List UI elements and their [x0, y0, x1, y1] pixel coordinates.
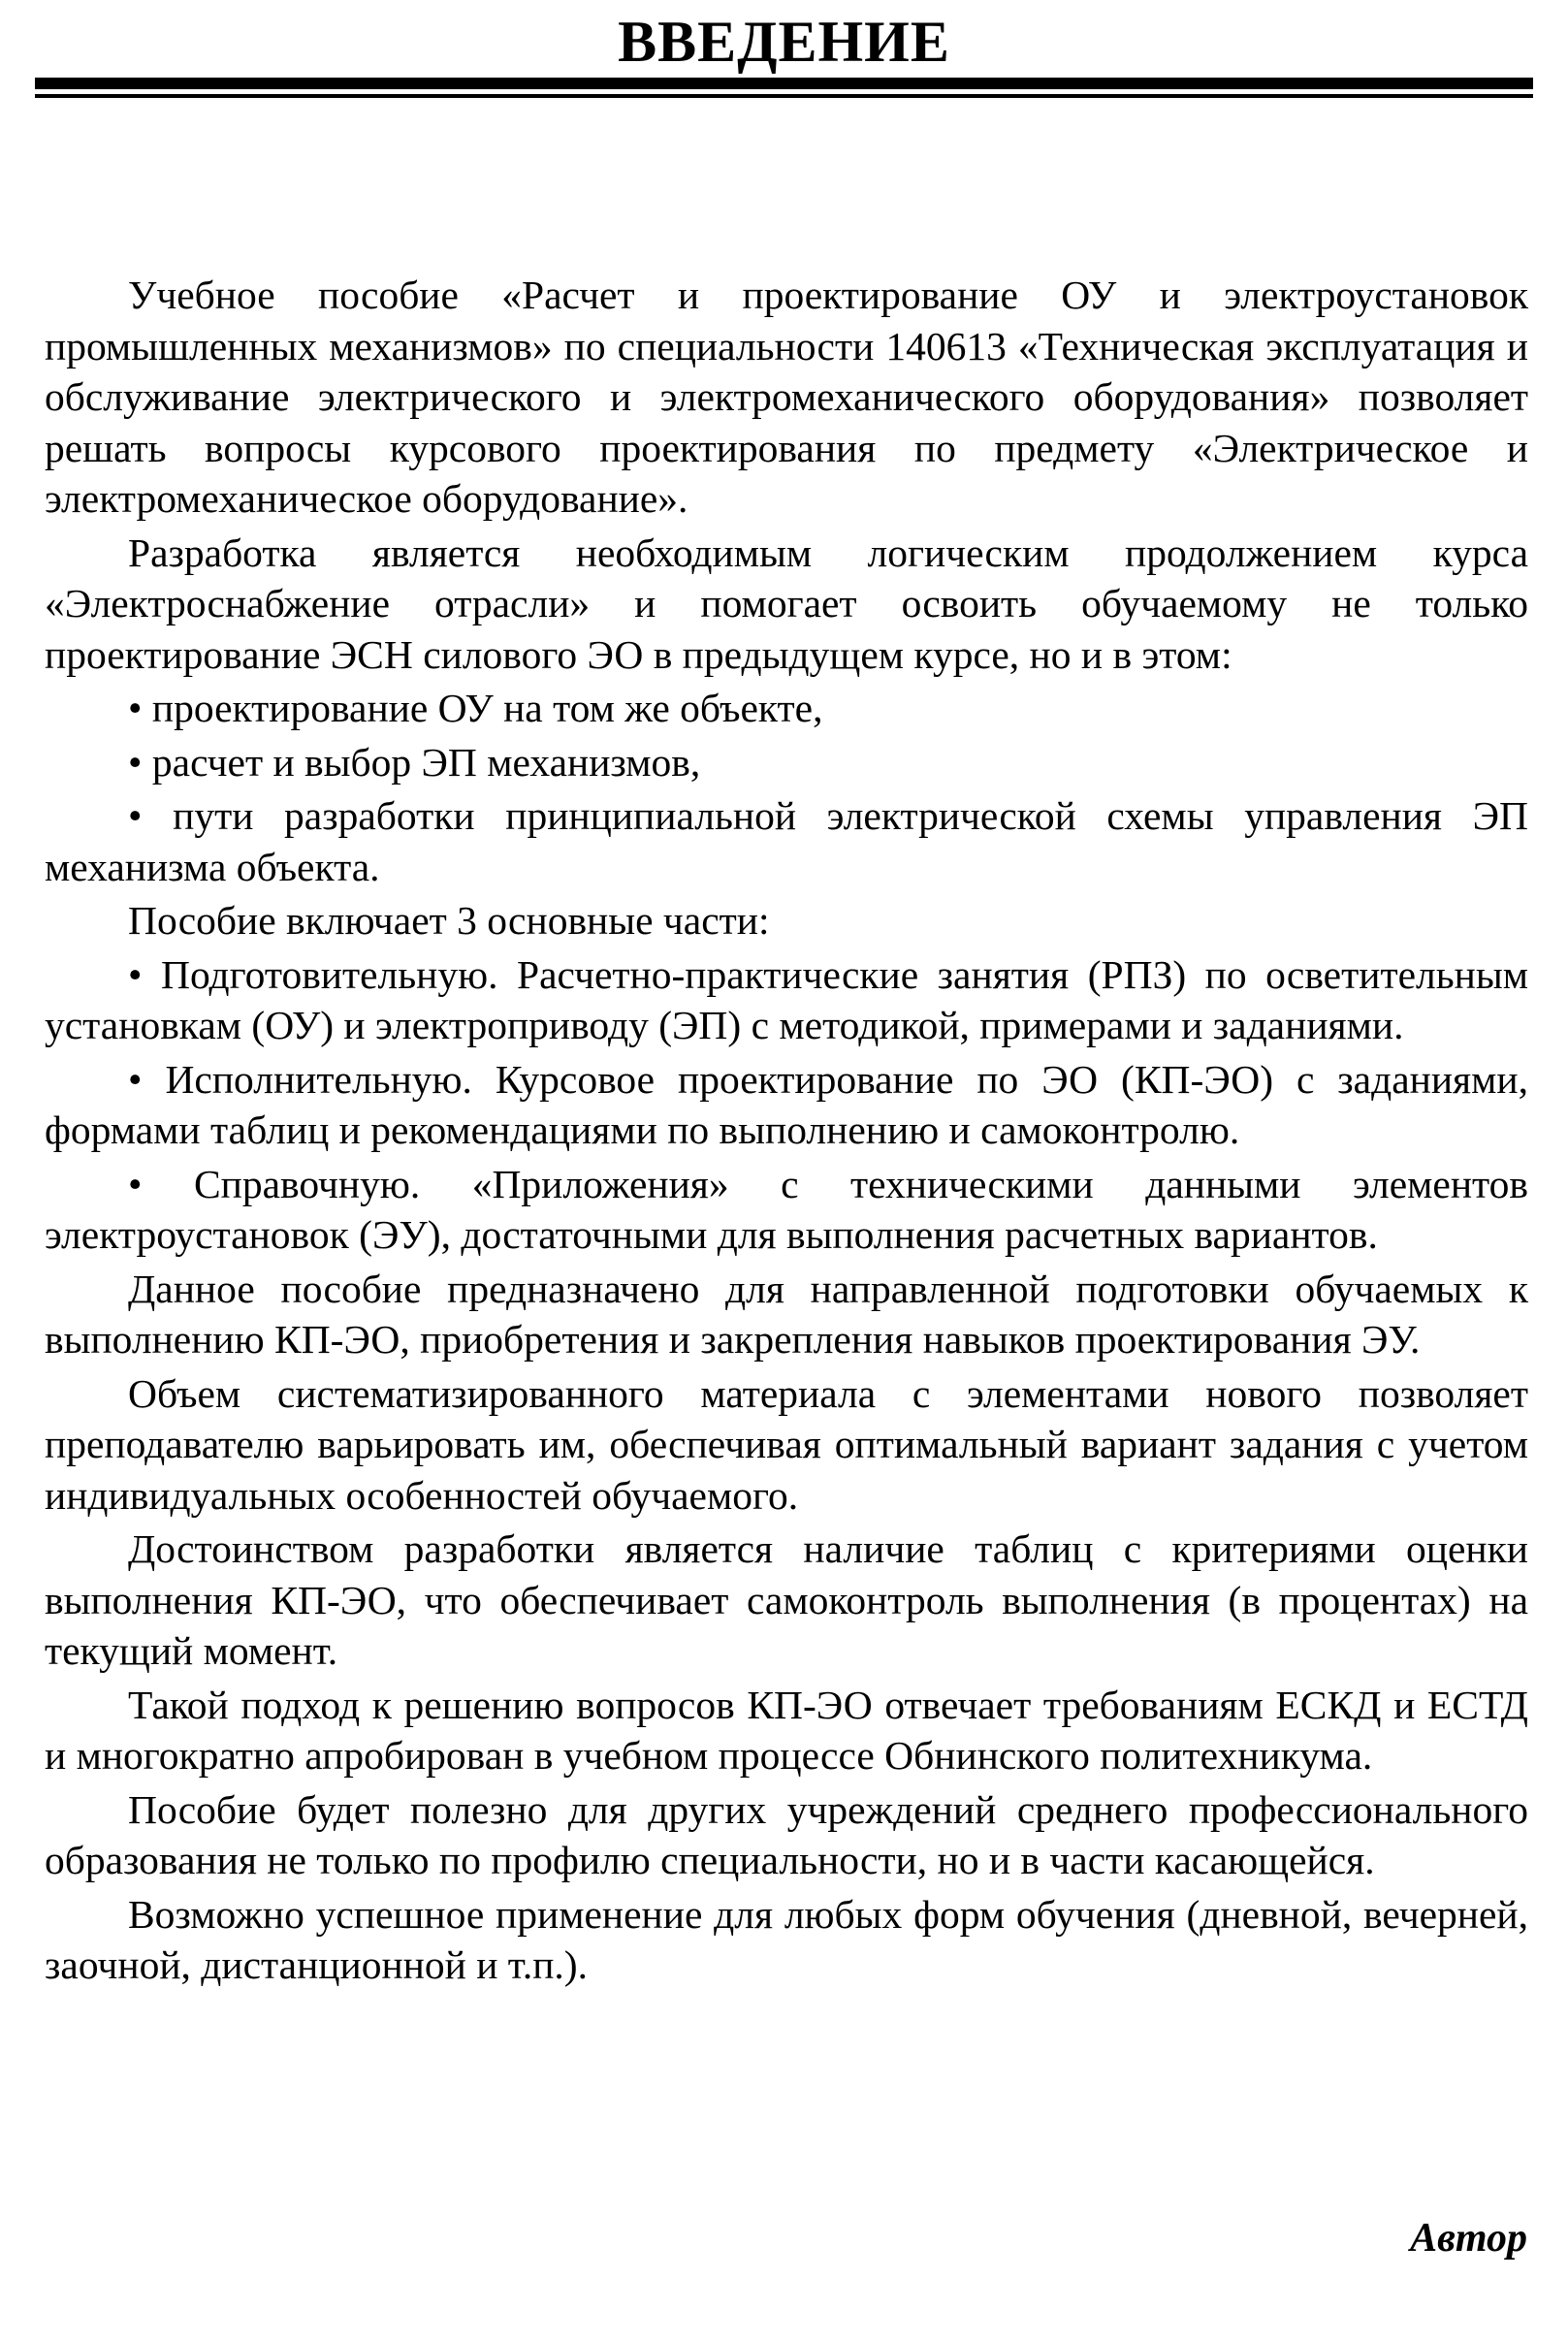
paragraph: Объем систематизированного материала с элементами нового позволяет преподавателю варьировать им, обеспечивая оптимальный вариант задания с учетом индивидуальных особенностей обучаемого. — [45, 1370, 1528, 1518]
bullet-item: • расчет и выбор ЭП механизмов, — [128, 739, 701, 785]
paragraph: Возможно успешное применение для любых форм обучения (дневной, вечерней, заочной, дистанционной и т.п.). — [45, 1891, 1528, 1987]
paragraph: Пособие включает 3 основные части: — [128, 898, 770, 943]
paragraph: Данное пособие предназначено для направленной подготовки обучаемых к выполнению КП-ЭО, приобретения и закрепления навыков проектирования ЭУ. — [45, 1266, 1528, 1362]
title-rule-thick — [35, 78, 1533, 89]
bullet-item: • проектирование ОУ на том же объекте, — [128, 686, 823, 730]
bullet-item: • Справочную. «Приложения» с техническими данными элементов электроустановок (ЭУ), достаточными для выполнения расчетных вариантов. — [45, 1161, 1528, 1257]
author-signature: Автор — [1410, 2216, 1527, 2261]
page-title: ВВЕДЕНИЕ — [618, 10, 950, 74]
paragraph: Пособие будет полезно для других учреждений среднего профессионального образования не только по профилю специальности, но и в части касающейся. — [45, 1786, 1528, 1882]
bullet-item: • Подготовительную. Расчетно-практические занятия (РПЗ) по осветительным установкам (ОУ) и электроприводу (ЭП) с методикой, примерами и заданиями. — [45, 951, 1528, 1047]
document-body — [45, 270, 1528, 1994]
title-rule-thin — [35, 94, 1533, 98]
paragraph: Достоинством разработки является наличие таблиц с критериями оценки выполнения КП-ЭО, что обеспечивает самоконтроль выполнения (в процентах) на текущий момент. — [45, 1526, 1528, 1673]
bullet-item: • пути разработки принципиальной электрической схемы управления ЭП механизма объекта. — [45, 793, 1528, 889]
paragraph: Учебное пособие «Расчет и проектирование ОУ и электроустановок промышленных механизмов» по специальности 140613 «Техническая эксплуатация и обслуживание электрического и электромеханического оборудования» позволяет решать вопросы курсового проектирования по предмету «Электрическое и электромеханическое оборудование». — [45, 273, 1528, 521]
paragraph: Такой подход к решению вопросов КП-ЭО отвечает требованиям ЕСКД и ЕСТД и многократно апробирован в учебном процессе Обнинского политехникума. — [45, 1682, 1528, 1778]
bullet-item: • Исполнительную. Курсовое проектирование по ЭО (КП-ЭО) с заданиями, формами таблиц и рекомендациями по выполнению и самоконтролю. — [45, 1056, 1528, 1152]
paragraph: Разработка является необходимым логическим продолжением курса «Электроснабжение отрасли» и помогает освоить обучаемому не только проектирование ЭСН силового ЭО в предыдущем курсе, но и в этом: — [45, 529, 1528, 677]
